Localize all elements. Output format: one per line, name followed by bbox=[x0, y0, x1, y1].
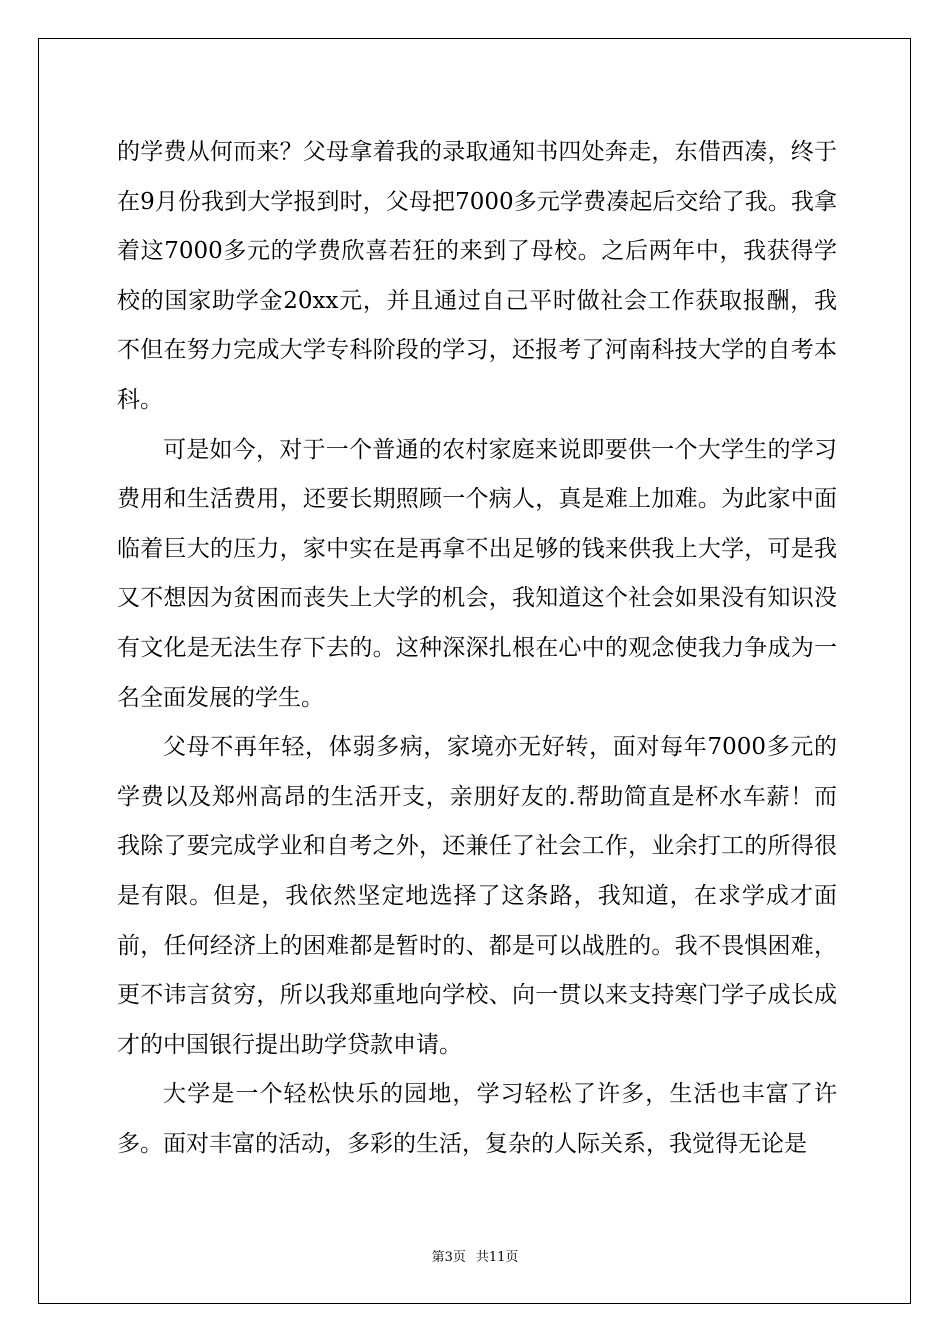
page-number-total: 共11页 bbox=[475, 1250, 519, 1265]
paragraph-3: 父母不再年轻，体弱多病，家境亦无好转，面对每年7000多元的学费以及郑州高昂的生活开支，亲朋好友的.帮助简直是杯水车薪！而我除了要完成学业和自考之外，还兼任了社会工作，业余打工的所得很是有限。但是，我依然坚定地选择了这条路，我知道，在求学成才面前，任何经济上的困难都是暂时的、都是可以战胜的。我不畏惧困难，更不讳言贫穷，所以我郑重地向学校、向一贯以来支持寒门学子成长成才的中国银行提出助学贷款申请。 bbox=[117, 734, 837, 1058]
paragraph-1: 的学费从何而来？父母拿着我的录取通知书四处奔走，东借西凑，终于在9月份我到大学报到时，父母把7000多元学费凑起后交给了我。我拿着这7000多元的学费欣喜若狂的来到了母校。之后两年中，我获得学校的国家助学金20xx元，并且通过自己平时做社会工作获取报酬，我不但在努力完成大学专科阶段的学习，还报考了河南科技大学的自考本科。 bbox=[117, 139, 837, 413]
paragraph-4: 大学是一个轻松快乐的园地，学习轻松了许多，生活也丰富了许多。面对丰富的活动，多彩的生活，复杂的人际关系，我觉得无论是 bbox=[117, 1081, 837, 1157]
document-body bbox=[117, 128, 837, 1169]
page-number-current: 第3页 bbox=[431, 1250, 466, 1265]
page-footer bbox=[0, 1246, 950, 1265]
paragraph-2: 可是如今，对于一个普通的农村家庭来说即要供一个大学生的学习费用和生活费用，还要长期照顾一个病人，真是难上加难。为此家中面临着巨大的压力，家中实在是再拿不出足够的钱来供我上大学，可是我又不想因为贫困而丧失上大学的机会，我知道这个社会如果没有知识没有文化是无法生存下去的。这种深深扎根在心中的观念使我力争成为一名全面发展的学生。 bbox=[117, 436, 837, 711]
